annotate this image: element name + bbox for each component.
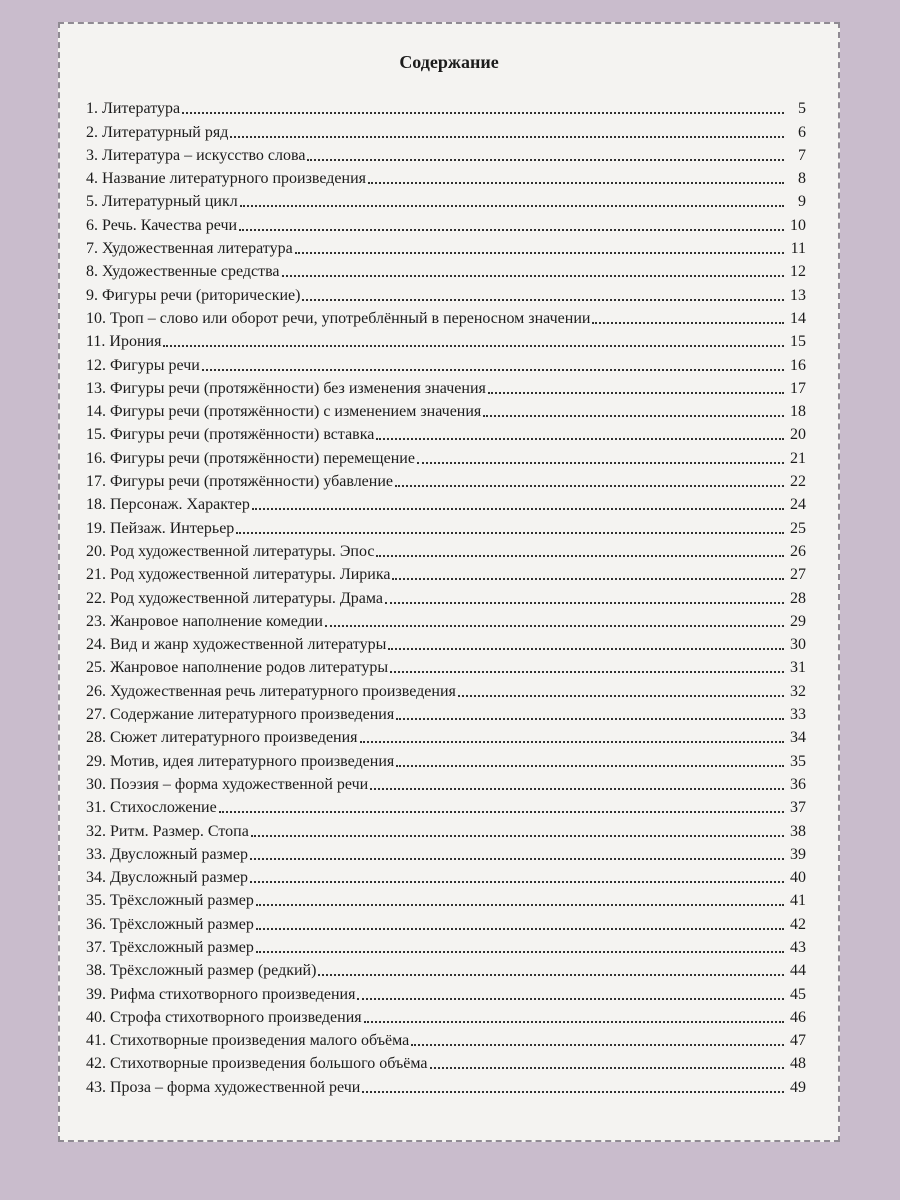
dot-leader — [239, 229, 784, 231]
dot-leader — [368, 182, 784, 184]
toc-entry-title: 36. Трёхсложный размер — [86, 915, 254, 933]
dot-leader — [376, 555, 784, 557]
dot-leader — [256, 951, 784, 953]
dot-leader — [392, 578, 784, 580]
toc-entry — [86, 420, 806, 443]
page-title: Содержание — [399, 52, 499, 72]
dot-leader — [252, 508, 784, 510]
toc-entry-title: 41. Стихотворные произведения малого объёма — [86, 1032, 410, 1050]
toc-entry — [86, 933, 806, 956]
toc-entry-page-number: 21 — [790, 449, 806, 467]
toc-entry-page-number: 6 — [798, 123, 806, 141]
toc-entry-title: 22. Род художественной литературы. Драма — [86, 589, 383, 607]
toc-entry-page-number: 13 — [790, 286, 806, 304]
toc-entry — [86, 117, 806, 140]
toc-entry-page-number: 24 — [790, 496, 806, 514]
toc-entry — [86, 141, 806, 164]
toc-entry-title: 16. Фигуры речи (протяжённости) перемещение — [86, 449, 415, 467]
toc-entry — [86, 607, 806, 630]
toc-entry-page-number: 33 — [790, 706, 806, 724]
dot-leader — [307, 159, 784, 161]
toc-entry-title: 11. Ирония — [86, 333, 162, 351]
toc-entry — [86, 1026, 806, 1049]
toc-entry — [86, 280, 806, 303]
toc-entry-page-number: 16 — [790, 356, 806, 374]
toc-entry-title: 14. Фигуры речи (протяжённости) с изменением значения — [86, 403, 482, 421]
toc-entry — [86, 560, 806, 583]
toc-entry-page-number: 39 — [790, 845, 806, 863]
dot-leader — [395, 485, 784, 487]
toc-entry — [86, 537, 806, 560]
dot-leader — [483, 415, 784, 417]
toc-entry-title: 33. Двусложный размер — [86, 845, 248, 863]
toc-entry-page-number: 22 — [790, 473, 806, 491]
toc-entry-page-number: 42 — [790, 915, 806, 933]
toc-entry — [86, 210, 806, 233]
toc-entry — [86, 863, 806, 886]
toc-entry-page-number: 37 — [790, 799, 806, 817]
toc-entry-title: 31. Стихосложение — [86, 799, 217, 817]
dot-leader — [236, 532, 784, 534]
dot-leader — [357, 998, 784, 1000]
toc-entry-title: 20. Род художественной литературы. Эпос — [86, 542, 375, 560]
dot-leader — [240, 205, 784, 207]
toc-entry — [86, 443, 806, 466]
dot-leader — [302, 299, 784, 301]
dot-leader — [256, 928, 784, 930]
toc-entry — [86, 257, 806, 280]
toc-entry — [86, 630, 806, 653]
dot-leader — [318, 974, 784, 976]
toc-entry-title: 25. Жанровое наполнение родов литературы — [86, 659, 389, 677]
toc-entry-page-number: 48 — [790, 1055, 806, 1073]
toc-entry — [86, 374, 806, 397]
toc-entry-page-number: 10 — [790, 216, 806, 234]
toc-entry-title: 13. Фигуры речи (протяжённости) без изменения значения — [86, 379, 486, 397]
toc-entry-page-number: 31 — [790, 659, 806, 677]
toc-entry — [86, 304, 806, 327]
dot-leader — [256, 904, 784, 906]
toc-entry — [86, 979, 806, 1002]
toc-entry — [86, 350, 806, 373]
toc-entry — [86, 234, 806, 257]
toc-entry-title: 27. Содержание литературного произведения — [86, 706, 395, 724]
dot-leader — [396, 765, 784, 767]
toc-entry-page-number: 27 — [790, 566, 806, 584]
toc-entry-page-number: 9 — [798, 193, 806, 211]
toc-entry-title: 12. Фигуры речи — [86, 356, 200, 374]
dot-leader — [417, 462, 784, 464]
toc-entry-page-number: 34 — [790, 729, 806, 747]
toc-entry — [86, 723, 806, 746]
toc-entry-page-number: 49 — [790, 1078, 806, 1096]
toc-entry-title: 19. Пейзаж. Интерьер — [86, 519, 235, 537]
toc-entry-title: 4. Название литературного произведения — [86, 170, 367, 188]
toc-entry — [86, 490, 806, 513]
toc-entry-title: 29. Мотив, идея литературного произведения — [86, 752, 395, 770]
toc-entry — [86, 513, 806, 536]
toc-entry-title: 10. Троп – слово или оборот речи, употреблённый в переносном значении — [86, 309, 591, 327]
toc-entry-page-number: 43 — [790, 938, 806, 956]
toc-entry-page-number: 28 — [790, 589, 806, 607]
toc-entry-page-number: 30 — [790, 636, 806, 654]
toc-entry-page-number: 25 — [790, 519, 806, 537]
toc-entry — [86, 94, 806, 117]
toc-entry-page-number: 17 — [790, 379, 806, 397]
toc-entry — [86, 327, 806, 350]
dot-leader — [202, 369, 784, 371]
toc-entry-title: 28. Сюжет литературного произведения — [86, 729, 358, 747]
dot-leader — [370, 788, 784, 790]
toc-entry-title: 39. Рифма стихотворного произведения — [86, 985, 356, 1003]
dot-leader — [325, 625, 784, 627]
toc-entry — [86, 1003, 806, 1026]
dot-leader — [250, 881, 784, 883]
toc-entry — [86, 676, 806, 699]
dot-leader — [250, 858, 784, 860]
toc-entry — [86, 816, 806, 839]
toc-entry-page-number: 12 — [790, 263, 806, 281]
toc-entry-title: 15. Фигуры речи (протяжённости) вставка — [86, 426, 375, 444]
toc-entry-title: 6. Речь. Качества речи — [86, 216, 238, 234]
toc-entry-page-number: 36 — [790, 775, 806, 793]
toc-entry-title: 8. Художественные средства — [86, 263, 280, 281]
toc-entry-page-number: 32 — [790, 682, 806, 700]
dot-leader — [251, 835, 784, 837]
dot-leader — [430, 1067, 785, 1069]
dot-leader — [163, 345, 784, 347]
dot-leader — [230, 136, 784, 138]
toc-entry-title: 26. Художественная речь литературного произведения — [86, 682, 456, 700]
toc-entry-page-number: 11 — [790, 240, 806, 258]
toc-entry-page-number: 26 — [790, 542, 806, 560]
toc-entry-page-number: 44 — [790, 962, 806, 980]
toc-entry-title: 23. Жанровое наполнение комедии — [86, 612, 323, 630]
toc-entry-title: 5. Литературный цикл — [86, 193, 238, 211]
toc-entry — [86, 1049, 806, 1072]
toc-entry — [86, 164, 806, 187]
toc-entry-page-number: 20 — [790, 426, 806, 444]
toc-entry-title: 34. Двусложный размер — [86, 869, 248, 887]
toc-entry-title: 17. Фигуры речи (протяжённости) убавление — [86, 473, 393, 491]
dot-leader — [376, 438, 784, 440]
toc-entry-page-number: 8 — [798, 170, 806, 188]
toc-entry-title: 37. Трёхсложный размер — [86, 938, 254, 956]
dot-leader — [488, 392, 784, 394]
toc-entry-title: 30. Поэзия – форма художественной речи — [86, 775, 369, 793]
dot-leader — [458, 695, 784, 697]
toc-entry — [86, 840, 806, 863]
toc-entry — [86, 909, 806, 932]
toc-entry — [86, 700, 806, 723]
toc-entry-title: 24. Вид и жанр художественной литературы — [86, 636, 387, 654]
toc-entry-title: 21. Род художественной литературы. Лирика — [86, 566, 391, 584]
toc-entry-page-number: 47 — [790, 1032, 806, 1050]
toc-entry-page-number: 15 — [790, 333, 806, 351]
dot-leader — [282, 275, 784, 277]
toc-entry — [86, 956, 806, 979]
dot-leader — [385, 602, 784, 604]
dot-leader — [360, 741, 784, 743]
toc-entry — [86, 583, 806, 606]
toc-entry-title: 2. Литературный ряд — [86, 123, 229, 141]
toc-entry-page-number: 35 — [790, 752, 806, 770]
toc-entry-title: 43. Проза – форма художественной речи — [86, 1078, 361, 1096]
dot-leader — [411, 1044, 784, 1046]
toc-entry-page-number: 41 — [790, 892, 806, 910]
toc-entry — [86, 770, 806, 793]
toc-entry-page-number: 29 — [790, 612, 806, 630]
toc-entry — [86, 746, 806, 769]
dot-leader — [388, 648, 784, 650]
dot-leader — [362, 1091, 784, 1093]
toc-entry-title: 1. Литература — [86, 100, 181, 118]
toc-entry-page-number: 18 — [790, 403, 806, 421]
toc-entry-page-number: 40 — [790, 869, 806, 887]
toc-entry — [86, 397, 806, 420]
table-of-contents — [86, 94, 806, 1096]
toc-entry — [86, 886, 806, 909]
toc-entry-title: 3. Литература – искусство слова — [86, 146, 306, 164]
toc-entry-page-number: 5 — [798, 100, 806, 118]
dot-leader — [364, 1021, 784, 1023]
dot-leader — [592, 322, 784, 324]
toc-entry-title: 7. Художественная литература — [86, 240, 293, 258]
toc-entry-title: 32. Ритм. Размер. Стопа — [86, 822, 249, 840]
toc-entry-title: 42. Стихотворные произведения большого объёма — [86, 1055, 428, 1073]
toc-entry-title: 35. Трёхсложный размер — [86, 892, 254, 910]
toc-entry — [86, 1072, 806, 1095]
toc-entry — [86, 187, 806, 210]
dot-leader — [396, 718, 784, 720]
toc-entry — [86, 793, 806, 816]
toc-entry-page-number: 7 — [798, 146, 806, 164]
toc-entry-title: 40. Строфа стихотворного произведения — [86, 1008, 362, 1026]
toc-entry-page-number: 45 — [790, 985, 806, 1003]
toc-entry-title: 9. Фигуры речи (риторические) — [86, 286, 301, 304]
dot-leader — [295, 252, 784, 254]
toc-entry-page-number: 46 — [790, 1008, 806, 1026]
dot-leader — [219, 811, 784, 813]
toc-entry-title: 18. Персонаж. Характер — [86, 496, 250, 514]
toc-entry — [86, 653, 806, 676]
toc-entry-page-number: 14 — [790, 309, 806, 327]
toc-entry-title: 38. Трёхсложный размер (редкий) — [86, 962, 317, 980]
toc-entry-page-number: 38 — [790, 822, 806, 840]
dot-leader — [390, 671, 784, 673]
page-frame — [58, 22, 840, 1142]
dot-leader — [182, 112, 784, 114]
toc-entry — [86, 467, 806, 490]
